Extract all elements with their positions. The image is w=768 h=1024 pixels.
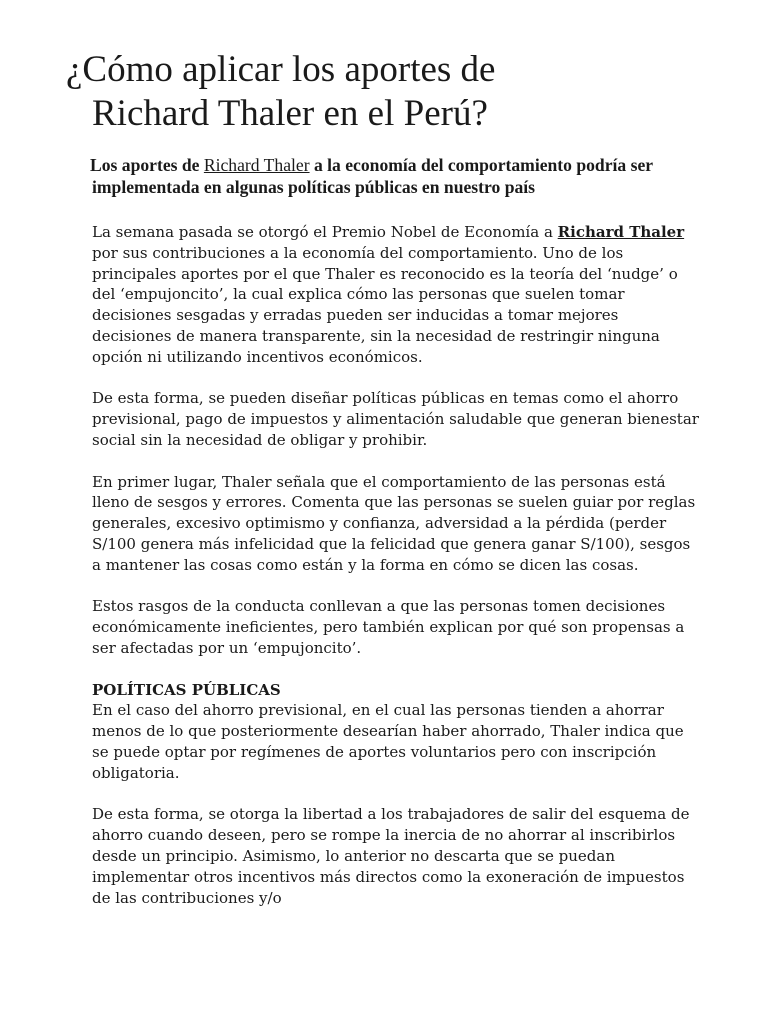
section-heading-politicas-publicas: POLÍTICAS PÚBLICAS: [92, 680, 281, 699]
subtitle-text-end: a la economía del comportamiento podría ser implementada en algunas políticas públicas en nuestro país: [92, 155, 653, 197]
subtitle-richard-thaler-link[interactable]: Richard Thaler: [203, 155, 310, 175]
paragraph-3: En primer lugar, Thaler señala que el comportamiento de las personas está lleno de sesgos y errores. Comenta que las personas se suelen guiar por reglas generales, excesivo optimismo y confianza, adversidad a la pérdida (perder S/100 genera más infelicidad que la felicidad que genera ganar S/100), sesgos a mantener las cosas como están y la forma en cómo se dicen las cosas.: [92, 472, 696, 574]
paragraph-1-end: por sus contribuciones a la economía del comportamiento. Uno de los principales aportes por el que Thaler es reconocido es la teoría del ‘nudge’ o del ‘empujoncito’, la cual explica cómo las personas que suelen tomar decisiones sesgadas y erradas pueden ser inducidas a tomar mejores decisiones de manera transparente, sin la necesidad de restringir ninguna opción ni utilizando incentivos económicos.: [92, 243, 678, 366]
article-title-line-2: Richard Thaler en el Perú?: [92, 93, 488, 134]
article-body: [92, 222, 702, 929]
paragraph-4: Estos rasgos de la conducta conllevan a que las personas tomen decisiones económicamente ineficientes, pero también explican por qué son propensas a ser afectadas por un ‘empujoncito’.: [92, 597, 685, 657]
article-title-line-1: ¿Cómo aplicar los aportes de: [66, 49, 496, 90]
paragraph-5: En el caso del ahorro previsional, en el cual las personas tienden a ahorrar menos de lo que posteriormente desearían haber ahorrado, Thaler indica que se puede optar por regímenes de aportes voluntarios pero con inscripción obligatoria.: [92, 701, 684, 782]
article-title: [66, 48, 726, 136]
richard-thaler-link[interactable]: Richard Thaler: [557, 223, 685, 241]
paragraph-1: [92, 222, 702, 368]
article-subtitle: [92, 154, 732, 198]
paragraph-1-start: La semana pasada se otorgó el Premio Nobel de Economía a: [92, 223, 558, 241]
paragraph-2: De esta forma, se pueden diseñar políticas públicas en temas como el ahorro previsional, pago de impuestos y alimentación saludable que generan bienestar social sin la necesidad de obligar y prohibir.: [92, 389, 699, 449]
subtitle-text-start: Los aportes de: [90, 155, 204, 175]
paragraph-6: De esta forma, se otorga la libertad a los trabajadores de salir del esquema de ahorro cuando deseen, pero se rompe la inercia de no ahorrar al inscribirlos desde un principio. Asimismo, lo anterior no descarta que se puedan implementar otros incentivos más directos como la exoneración de impuestos de las contribuciones y/o: [92, 805, 690, 907]
